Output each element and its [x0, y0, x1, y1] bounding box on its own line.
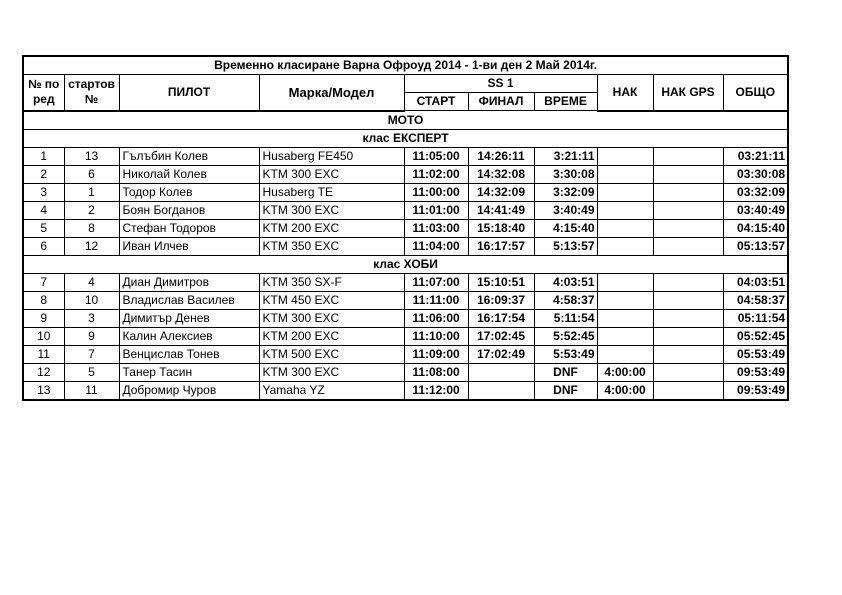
cell-penalty — [597, 327, 653, 345]
cell-position: 6 — [23, 237, 64, 255]
cell-start-number: 7 — [64, 345, 119, 363]
cell-total: 09:53:49 — [723, 363, 788, 381]
cell-finish: 15:10:51 — [468, 273, 534, 291]
header-stage: SS 1 — [404, 75, 597, 93]
cell-penalty-gps — [653, 219, 723, 237]
cell-model: KTM 300 EXC — [259, 201, 404, 219]
cell-penalty-gps — [653, 345, 723, 363]
cell-penalty-gps — [653, 183, 723, 201]
cell-penalty-gps — [653, 273, 723, 291]
cell-time: 5:13:57 — [534, 237, 597, 255]
cell-penalty — [597, 165, 653, 183]
cell-total: 05:52:45 — [723, 327, 788, 345]
cell-finish: 14:32:08 — [468, 165, 534, 183]
cell-model: KTM 300 EXC — [259, 363, 404, 381]
cell-finish: 16:17:57 — [468, 237, 534, 255]
cell-time: 3:21:11 — [534, 147, 597, 165]
cell-penalty — [597, 147, 653, 165]
cell-model: KTM 200 EXC — [259, 219, 404, 237]
cell-pilot: Калин Алексиев — [119, 327, 259, 345]
cell-position: 12 — [23, 363, 64, 381]
cell-start: 11:01:00 — [404, 201, 468, 219]
cell-model: KTM 300 EXC — [259, 309, 404, 327]
cell-start: 11:04:00 — [404, 237, 468, 255]
cell-finish — [468, 363, 534, 381]
table-row — [23, 363, 788, 381]
cell-start: 11:00:00 — [404, 183, 468, 201]
cell-time: 5:52:45 — [534, 327, 597, 345]
cell-start-number: 9 — [64, 327, 119, 345]
cell-position: 8 — [23, 291, 64, 309]
cell-start-number: 5 — [64, 363, 119, 381]
cell-pilot: Иван Илчев — [119, 237, 259, 255]
cell-model: KTM 200 EXC — [259, 327, 404, 345]
cell-time: 3:40:49 — [534, 201, 597, 219]
cell-start-number: 4 — [64, 273, 119, 291]
table-row — [23, 219, 788, 237]
cell-total: 05:11:54 — [723, 309, 788, 327]
table-row — [23, 327, 788, 345]
header-start-number-line2: № — [84, 92, 99, 107]
cell-time: DNF — [534, 381, 597, 400]
cell-start-number: 13 — [64, 147, 119, 165]
cell-penalty-gps — [653, 291, 723, 309]
cell-penalty-gps — [653, 237, 723, 255]
cell-start-number: 8 — [64, 219, 119, 237]
header-start: СТАРТ — [404, 93, 468, 111]
table-row — [23, 381, 788, 400]
header-penalty: НАК — [597, 75, 653, 111]
table-row — [23, 147, 788, 165]
cell-position: 11 — [23, 345, 64, 363]
cell-pilot: Боян Богданов — [119, 201, 259, 219]
table-row — [23, 165, 788, 183]
cell-finish: 17:02:49 — [468, 345, 534, 363]
table-row — [23, 345, 788, 363]
cell-model: Yamaha YZ — [259, 381, 404, 400]
cell-model: KTM 450 EXC — [259, 291, 404, 309]
cell-penalty-gps — [653, 363, 723, 381]
cell-start: 11:11:00 — [404, 291, 468, 309]
cell-pilot: Димитър Денев — [119, 309, 259, 327]
cell-penalty-gps — [653, 309, 723, 327]
cell-pilot: Диан Димитров — [119, 273, 259, 291]
cell-start-number: 6 — [64, 165, 119, 183]
cell-total: 05:53:49 — [723, 345, 788, 363]
cell-position: 10 — [23, 327, 64, 345]
cell-time: 5:53:49 — [534, 345, 597, 363]
table-row — [23, 291, 788, 309]
cell-time: DNF — [534, 363, 597, 381]
cell-model: Husaberg FE450 — [259, 147, 404, 165]
cell-position: 5 — [23, 219, 64, 237]
cell-model: KTM 500 EXC — [259, 345, 404, 363]
cell-pilot: Стефан Тодоров — [119, 219, 259, 237]
cell-total: 03:40:49 — [723, 201, 788, 219]
table-row — [23, 201, 788, 219]
cell-position: 3 — [23, 183, 64, 201]
header-start-number — [64, 75, 119, 111]
cell-penalty: 4:00:00 — [597, 363, 653, 381]
cell-total: 03:21:11 — [723, 147, 788, 165]
cell-finish: 16:09:37 — [468, 291, 534, 309]
header-position-line1: № по — [28, 77, 60, 92]
cell-position: 7 — [23, 273, 64, 291]
header-time: ВРЕМЕ — [534, 93, 597, 111]
header-position-line2: ред — [32, 92, 55, 107]
header-start-number-line1: стартов — [68, 77, 115, 92]
cell-pilot: Николай Колев — [119, 165, 259, 183]
cell-model: Husaberg TE — [259, 183, 404, 201]
cell-start: 11:06:00 — [404, 309, 468, 327]
cell-time: 3:32:09 — [534, 183, 597, 201]
cell-position: 2 — [23, 165, 64, 183]
cell-start: 11:05:00 — [404, 147, 468, 165]
cell-position: 1 — [23, 147, 64, 165]
cell-penalty — [597, 345, 653, 363]
cell-pilot: Венцислав Тонев — [119, 345, 259, 363]
cell-total: 04:03:51 — [723, 273, 788, 291]
cell-finish — [468, 381, 534, 400]
cell-start-number: 2 — [64, 201, 119, 219]
cell-penalty — [597, 183, 653, 201]
cell-start-number: 1 — [64, 183, 119, 201]
cell-start: 11:12:00 — [404, 381, 468, 400]
cell-penalty-gps — [653, 201, 723, 219]
cell-penalty-gps — [653, 381, 723, 400]
cell-start: 11:07:00 — [404, 273, 468, 291]
cell-model: KTM 350 SX-F — [259, 273, 404, 291]
cell-model: KTM 350 EXC — [259, 237, 404, 255]
cell-finish: 17:02:45 — [468, 327, 534, 345]
header-make-model: Марка/Модел — [259, 75, 404, 111]
cell-pilot: Владислав Василев — [119, 291, 259, 309]
category-label: МОТО — [23, 111, 788, 130]
cell-position: 9 — [23, 309, 64, 327]
results-table — [22, 55, 789, 401]
cell-time: 5:11:54 — [534, 309, 597, 327]
cell-finish: 14:32:09 — [468, 183, 534, 201]
header-row-1 — [23, 75, 788, 93]
table-row — [23, 273, 788, 291]
cell-total: 03:32:09 — [723, 183, 788, 201]
cell-time: 4:58:37 — [534, 291, 597, 309]
cell-time: 4:03:51 — [534, 273, 597, 291]
header-total: ОБЩО — [723, 75, 788, 111]
header-position — [23, 75, 64, 111]
cell-start-number: 11 — [64, 381, 119, 400]
class-header-row — [23, 129, 788, 147]
cell-total: 04:15:40 — [723, 219, 788, 237]
cell-penalty-gps — [653, 147, 723, 165]
cell-penalty — [597, 219, 653, 237]
class-header-row — [23, 255, 788, 273]
cell-start: 11:02:00 — [404, 165, 468, 183]
title-row — [23, 56, 788, 75]
cell-penalty — [597, 291, 653, 309]
cell-pilot: Гълъбин Колев — [119, 147, 259, 165]
header-pilot: ПИЛОТ — [119, 75, 259, 111]
cell-start: 11:03:00 — [404, 219, 468, 237]
cell-model: KTM 300 EXC — [259, 165, 404, 183]
cell-time: 3:30:08 — [534, 165, 597, 183]
cell-penalty — [597, 201, 653, 219]
cell-pilot: Танер Тасин — [119, 363, 259, 381]
header-finish: ФИНАЛ — [468, 93, 534, 111]
cell-penalty — [597, 237, 653, 255]
category-row — [23, 111, 788, 130]
cell-penalty: 4:00:00 — [597, 381, 653, 400]
cell-start-number: 10 — [64, 291, 119, 309]
cell-penalty-gps — [653, 327, 723, 345]
cell-position: 4 — [23, 201, 64, 219]
cell-finish: 14:26:11 — [468, 147, 534, 165]
cell-position: 13 — [23, 381, 64, 400]
cell-total: 03:30:08 — [723, 165, 788, 183]
cell-penalty — [597, 309, 653, 327]
cell-finish: 16:17:54 — [468, 309, 534, 327]
class-label: клас ЕКСПЕРТ — [23, 129, 788, 147]
cell-start: 11:10:00 — [404, 327, 468, 345]
cell-total: 04:58:37 — [723, 291, 788, 309]
cell-start: 11:08:00 — [404, 363, 468, 381]
cell-start-number: 12 — [64, 237, 119, 255]
cell-start-number: 3 — [64, 309, 119, 327]
cell-finish: 14:41:49 — [468, 201, 534, 219]
header-penalty-gps: НАК GPS — [653, 75, 723, 111]
cell-pilot: Добромир Чуров — [119, 381, 259, 400]
cell-finish: 15:18:40 — [468, 219, 534, 237]
cell-time: 4:15:40 — [534, 219, 597, 237]
cell-penalty — [597, 273, 653, 291]
cell-total: 05:13:57 — [723, 237, 788, 255]
table-row — [23, 183, 788, 201]
cell-pilot: Тодор Колев — [119, 183, 259, 201]
class-label: клас ХОБИ — [23, 255, 788, 273]
table-row — [23, 309, 788, 327]
cell-total: 09:53:49 — [723, 381, 788, 400]
cell-start: 11:09:00 — [404, 345, 468, 363]
table-row — [23, 237, 788, 255]
document-title: Временно класиране Варна Офроуд 2014 - 1-ви ден 2 Май 2014г. — [23, 56, 788, 75]
cell-penalty-gps — [653, 165, 723, 183]
